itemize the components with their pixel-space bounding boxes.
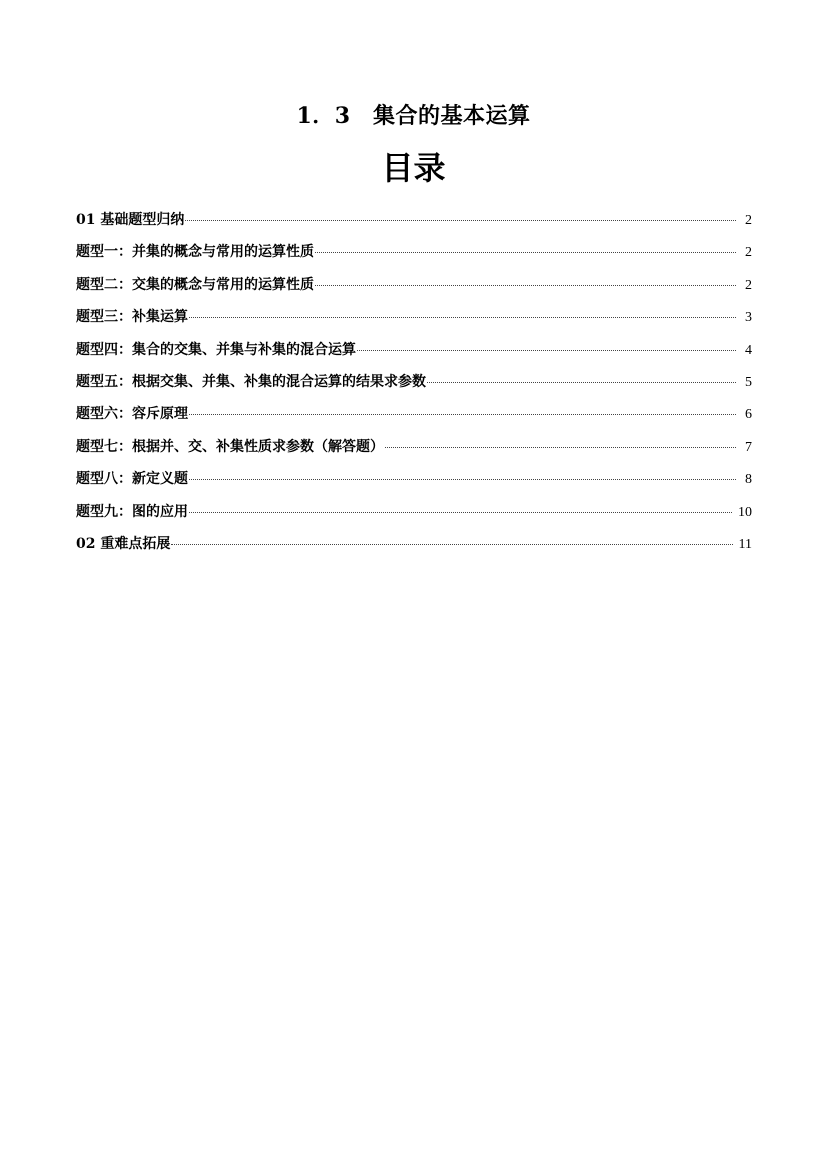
- toc-entry-label: 题型八：新定义题: [76, 471, 188, 488]
- toc-entry-page: 6: [745, 407, 752, 423]
- toc-entry-page: 2: [745, 277, 752, 293]
- toc-leader-dots: [189, 479, 736, 480]
- toc-leader-dots: [427, 382, 736, 383]
- toc-entry[interactable]: [76, 301, 752, 333]
- toc-entry[interactable]: [76, 334, 752, 366]
- toc-entry[interactable]: [76, 463, 752, 495]
- toc-leader-dots: [189, 317, 736, 318]
- toc-entry-page: 2: [745, 245, 752, 261]
- table-of-contents: [76, 204, 752, 560]
- toc-entry-page: 10: [738, 504, 752, 520]
- toc-entry[interactable]: [76, 269, 752, 301]
- toc-entry-label: 题型二：交集的概念与常用的运算性质: [76, 276, 314, 293]
- toc-entry[interactable]: [76, 431, 752, 463]
- toc-leader-dots: [171, 544, 732, 545]
- toc-entry[interactable]: [76, 398, 752, 430]
- toc-entry-label: 题型五：根据交集、并集、补集的混合运算的结果求参数: [76, 373, 426, 390]
- toc-entry-page: 5: [745, 374, 752, 390]
- toc-entry-label: 题型一：并集的概念与常用的运算性质: [76, 244, 314, 261]
- toc-leader-dots: [357, 350, 736, 351]
- toc-leader-dots: [385, 447, 736, 448]
- toc-leader-dots: [189, 512, 732, 513]
- toc-leader-dots: [185, 220, 736, 221]
- toc-entry[interactable]: [76, 496, 752, 528]
- toc-leader-dots: [315, 252, 736, 253]
- toc-entry[interactable]: [76, 528, 752, 560]
- toc-entry-label: 题型九：图的应用: [76, 503, 188, 520]
- toc-entry-page: 11: [738, 536, 752, 552]
- document-title: 1．3 集合的基本运算: [296, 103, 531, 129]
- toc-heading: 目录: [381, 149, 446, 187]
- toc-entry-label: 题型六：容斥原理: [76, 406, 188, 423]
- toc-entry-label: 题型七：根据并、交、补集性质求参数（解答题）: [76, 438, 384, 455]
- toc-entry[interactable]: [76, 236, 752, 268]
- toc-entry-page: 3: [745, 310, 752, 326]
- toc-entry-page: 8: [745, 472, 752, 488]
- toc-entry-page: 4: [745, 342, 752, 358]
- toc-entry-label: 题型四：集合的交集、并集与补集的混合运算: [76, 341, 356, 358]
- toc-entry-page: 2: [745, 213, 752, 228]
- toc-leader-dots: [189, 414, 736, 415]
- toc-entry-label: 01 基础题型归纳: [76, 212, 185, 228]
- toc-entry-label: 题型三：补集运算: [76, 309, 188, 326]
- toc-entry-label: 02 重难点拓展: [76, 535, 171, 552]
- toc-entry[interactable]: [76, 204, 752, 236]
- toc-leader-dots: [315, 285, 736, 286]
- toc-entry[interactable]: [76, 366, 752, 398]
- toc-entry-page: 7: [745, 439, 752, 455]
